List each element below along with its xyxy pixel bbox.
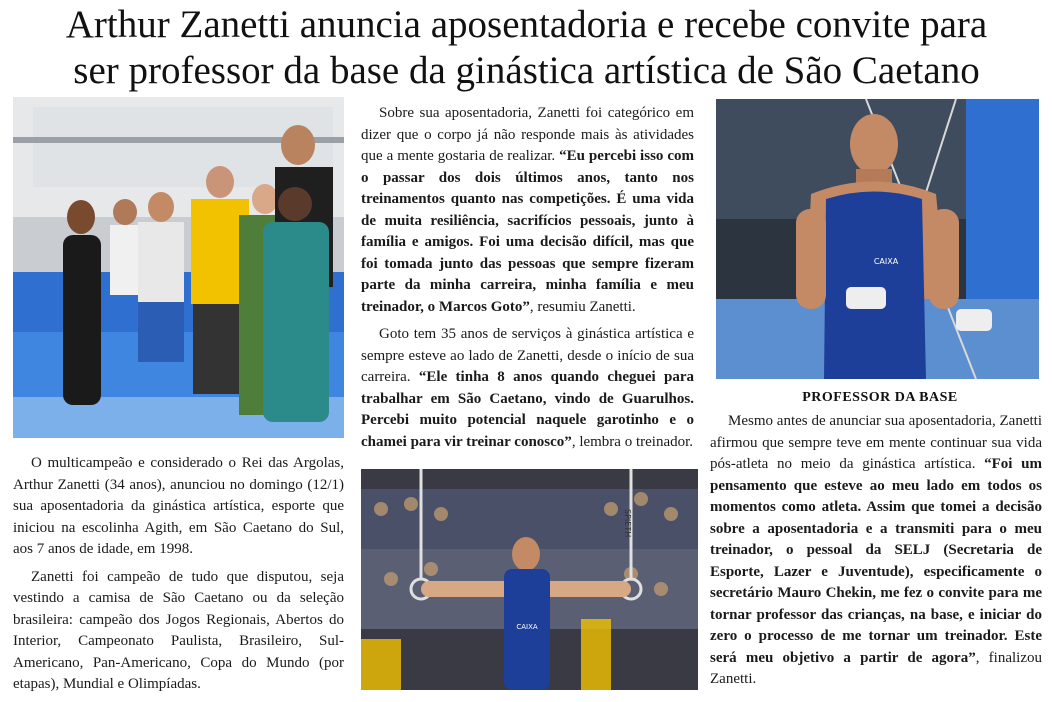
rings-photo — [361, 469, 698, 690]
rings-strap-text: SPIETH — [623, 509, 632, 538]
lead-text: Sobre sua aposentadoria, Zanetti foi categórico em dizer que o corpo já não responde mais às atividades que a mente gostaria de realizar. — [361, 105, 694, 164]
paragraph — [361, 324, 694, 453]
column-3-text — [710, 411, 1042, 697]
portrait-photo — [716, 99, 1039, 379]
headline-line-1: Arthur Zanetti anuncia aposentadoria e recebe convite para — [65, 3, 988, 46]
family-photo — [13, 97, 344, 438]
lead-text: Goto tem 35 anos de serviços à ginástica artística e sempre esteve ao lado de Zanetti, desde o início de sua carreira. — [361, 326, 694, 385]
attribution: , resumiu Zanetti. — [529, 298, 636, 315]
quote: “Foi um pensamento que esteve ao meu lado em todos os momentos como atleta. Assim que tomei a decisão sobre a aposentadoria e a transmiti para o meu treinador, o pessoal da SELJ (Secretaria de Esporte, Lazer e Juventude), especificamente o secretário Mauro Chekin, me fez o convite para me tornar professor das crianças, na base, e iniciar do zero o processo de me tornar um treinador. Este será meu objetivo a partir de agora” — [710, 456, 1042, 666]
attribution: , lembra o treinador. — [571, 433, 694, 450]
column-1-text — [13, 453, 344, 702]
headline — [0, 2, 1053, 94]
quote: “Eu percebi isso com o passar dos dois últimos anos, tanto nos treinamentos quanto nas competições. É uma vida de muita resiliência, sacrifícios pessoais, junto à família e amigos. Foi uma decisão difícil, mas que foi tomada junto das pessoas que sempre fizeram parte da minha carreira, minha família e meu treinador, o Marcos Goto” — [361, 148, 694, 315]
quote: “Ele tinha 8 anos quando cheguei para trabalhar em São Caetano, vindo de Guarulhos. Percebi muito potencial naquele garotinho e o chamei para vir treinar conosco” — [361, 369, 694, 450]
paragraph — [361, 103, 694, 318]
paragraph: O multicampeão e considerado o Rei das Argolas, Arthur Zanetti (34 anos), anunciou no domingo (12/1) sua aposentadoria da ginástica artística, esporte que iniciou na escolinha Agith, em São Caetano do Sul, aos 7 anos de idade, em 1998. — [13, 455, 344, 557]
shirt-text: CAIXA — [873, 257, 899, 266]
shirt-text: CAIXA — [516, 623, 538, 631]
column-2-text — [361, 103, 694, 459]
section-subheading: PROFESSOR DA BASE — [802, 390, 958, 405]
lead-text: Mesmo antes de anunciar sua aposentadoria, Zanetti afirmou que sempre teve em mente continuar sua vida pós-atleta no meio da ginástica artística. — [710, 413, 1042, 472]
attribution: , finalizou Zanetti. — [710, 649, 1042, 687]
paragraph — [710, 411, 1042, 691]
paragraph: Zanetti foi campeão de tudo que disputou, seja vestindo a camisa de São Caetano ou da seleção brasileira: campeão dos Jogos Regionais, Abertos do Interior, Campeonato Paulista, Brasileiro, Sul-Americano, Pan-Americano, Copa do Mundo (por etapas), Mundial e Olimpíadas. — [13, 568, 344, 692]
headline-line-2: ser professor da base da ginástica artística de São Caetano — [73, 49, 980, 92]
